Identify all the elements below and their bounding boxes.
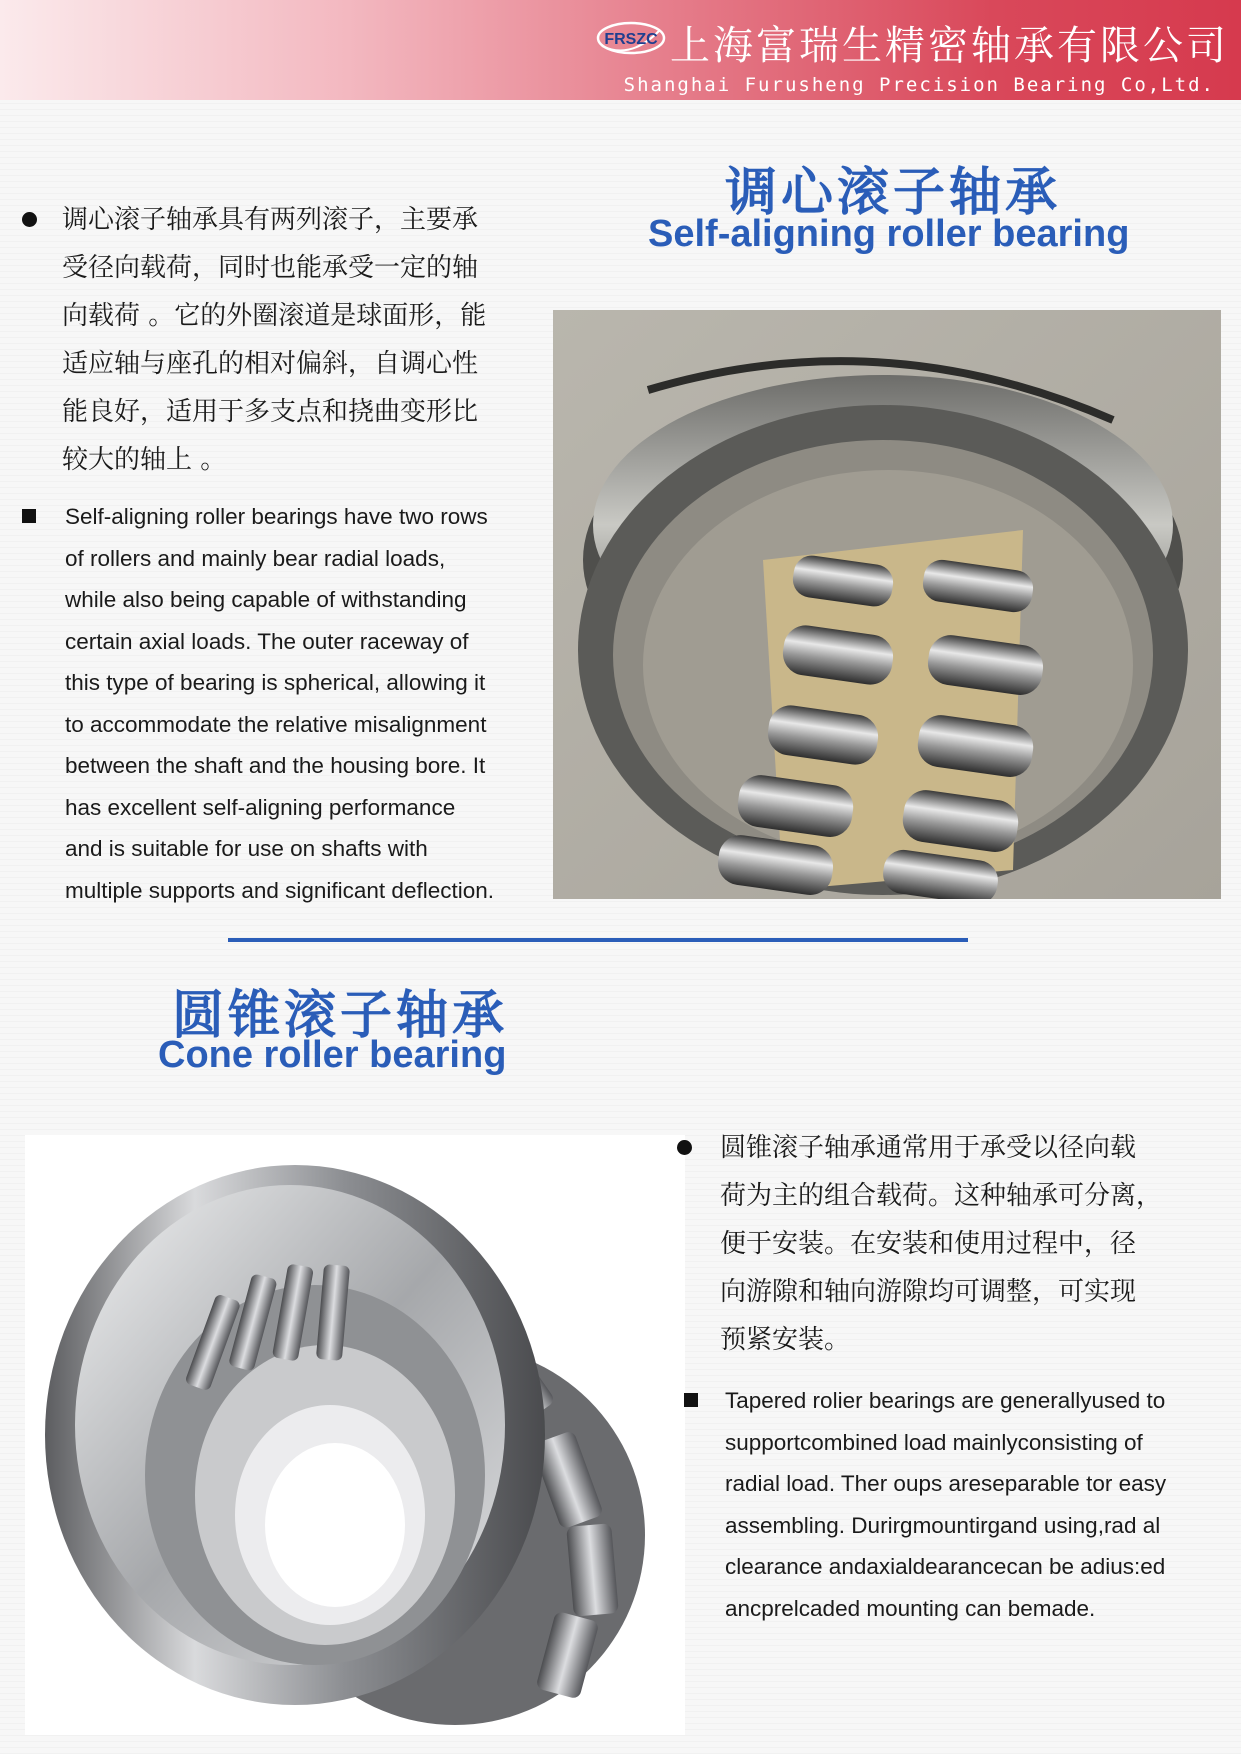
text-line: 受径向载荷，同时也能承受一定的轴: [62, 253, 479, 283]
company-name-cn: 上海富瑞生精密轴承有限公司: [670, 23, 1229, 69]
text-line: 较大的轴上 。: [62, 445, 227, 475]
text-line: supportcombined load mainlyconsisting of: [725, 1429, 1143, 1455]
section1-desc-cn: [22, 196, 542, 484]
text-line: has excellent self-aligning performance: [65, 794, 456, 820]
section1-title-cn: 调心滚子轴承: [725, 163, 1062, 223]
text-line: ancprelcaded mounting can bemade.: [725, 1595, 1096, 1621]
text-line: and is suitable for use on shafts with: [65, 836, 428, 861]
tapered-bearing-illustration: [25, 1135, 685, 1735]
section2-title-cn: 圆锥滚子轴承: [172, 986, 509, 1046]
text-line: while also being capable of withstanding: [65, 587, 467, 612]
section1-desc-cn-text: [62, 196, 542, 484]
text-line: between the shaft and the housing bore. It: [65, 753, 486, 778]
text-line: 向载荷 。它的外圈滚道是球面形，能: [62, 301, 487, 331]
section2-desc-cn: [677, 1124, 1217, 1364]
self-aligning-bearing-photo: [553, 310, 1221, 899]
section2-desc-en: [684, 1380, 1224, 1629]
section2-desc-cn-text: [720, 1124, 1217, 1364]
text-line: 向游隙和轴向游隙均可调整，可实现: [720, 1277, 1137, 1307]
bullet-square-icon: [22, 509, 36, 523]
text-line: to accommodate the relative misalignment: [65, 711, 487, 737]
text-line: 圆锥滚子轴承通常用于承受以径向载: [720, 1133, 1137, 1163]
page-header: [0, 0, 1241, 100]
bullet-dot-icon: [22, 212, 37, 227]
section2-desc-en-text: [725, 1380, 1224, 1629]
bullet-square-icon: [684, 1393, 698, 1407]
bullet-dot-icon: [677, 1140, 692, 1155]
section2-title-en: Cone roller bearing: [158, 1034, 507, 1076]
text-line: Tapered rolier bearings are generallyused to: [725, 1388, 1166, 1413]
text-line: Self-aligning roller bearings have two rows: [65, 504, 488, 529]
company-logo-icon: [596, 16, 666, 60]
company-name-en: Shanghai Furusheng Precision Bearing Co,Ltd.: [623, 74, 1215, 96]
logo-text: FRSZC: [604, 31, 658, 48]
text-line: 便于安装。在安装和使用过程中，径: [720, 1229, 1137, 1259]
text-line: assembling. Durirgmountirgand using,rad al: [725, 1512, 1161, 1538]
section1-desc-en: [22, 496, 552, 911]
text-line: 荷为主的组合载荷。这种轴承可分离，: [720, 1181, 1163, 1211]
text-line: 适应轴与座孔的相对偏斜，自调心性: [62, 349, 479, 379]
text-line: clearance andaxialdearancecan be adius:ed: [725, 1554, 1166, 1579]
text-line: multiple supports and significant deflection.: [65, 877, 494, 903]
cone-bearing-photo: [25, 1135, 685, 1735]
text-line: 预紧安装。: [720, 1325, 851, 1355]
text-line: 调心滚子轴承具有两列滚子，主要承: [62, 205, 479, 235]
text-line: 能良好，适用于多支点和挠曲变形比: [62, 397, 479, 427]
section1-desc-en-text: [65, 496, 552, 911]
section1-title-en: Self-aligning roller bearing: [648, 213, 1130, 255]
text-line: radial load. Ther oups areseparable tor easy: [725, 1471, 1167, 1496]
section-divider: [228, 938, 968, 942]
text-line: certain axial loads. The outer raceway of: [65, 628, 469, 654]
spherical-bearing-illustration: [553, 310, 1221, 899]
text-line: of rollers and mainly bear radial loads,: [65, 545, 446, 571]
text-line: this type of bearing is spherical, allowing it: [65, 670, 486, 695]
